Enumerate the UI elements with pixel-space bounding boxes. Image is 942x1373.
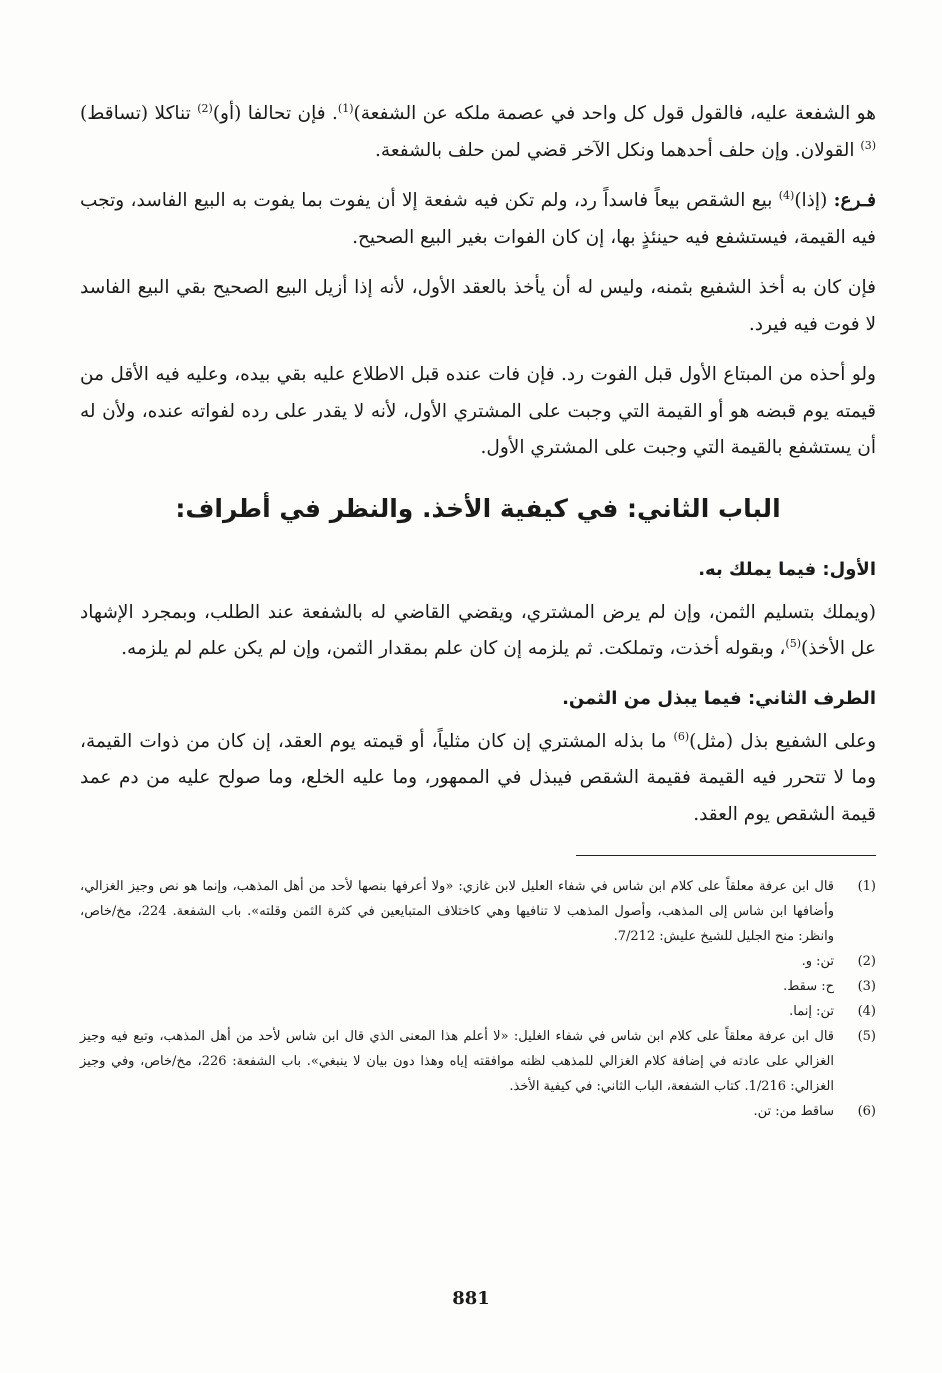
footnote-text: ساقط من: تن. <box>753 1104 834 1119</box>
footnote-text: تن: إنما. <box>789 1004 834 1019</box>
footnote-ref-2[interactable]: (2) <box>197 101 213 115</box>
footnote-item <box>80 949 876 974</box>
paragraph-3: فإن كان به أخذ الشفيع بثمنه، وليس له أن يأخذ بالعقد الأول، لأنه إذا أزيل البيع الصحيح بقي البيع الفاسد لا فوت فيه فيرد. <box>80 277 876 335</box>
text-run: (إذا) <box>794 190 834 211</box>
footnote-ref-6[interactable]: (6) <box>673 729 690 743</box>
footnote-number: (3) <box>857 979 876 994</box>
footnote-text: قال ابن عرفة معلقاً على كلام ابن شاس في شفاء العليل لابن غازي: «ولا أعرفها بنصها لأحد من أهل المذهب، وإنما هو نص وجيز الغزالي، وأضافها ابن شاس إلى المذهب، وأصول المذهب لا تنافيها وهي كاختلاف المتبايعين في كثرة الثمن وقلته». باب الشفعة. 224، مخ/خاص، وانظر: منح الجليل للشيخ عليش: 7/212. <box>80 879 834 944</box>
branch-label: فـرع: <box>833 190 876 211</box>
text-run: القولان. وإن حلف أحدهما ونكل الآخر قضي لمن حلف بالشفعة. <box>375 139 861 161</box>
page-number: 881 <box>452 1288 490 1309</box>
section-title-2: الطرف الثاني: فيما يبذل من الثمن. <box>562 687 876 709</box>
footnote-separator <box>576 855 876 856</box>
footnote-ref-3[interactable]: (3) <box>860 138 876 152</box>
paragraph-2 <box>80 183 876 256</box>
footnote-text: ح: سقط. <box>783 979 834 994</box>
footnote-ref-5[interactable]: (5) <box>785 636 801 650</box>
paragraph-1 <box>80 96 876 169</box>
footnote-item <box>80 1099 876 1124</box>
footnote-number: (1) <box>857 879 876 894</box>
footnote-ref-4[interactable]: (4) <box>778 188 795 202</box>
text-run: هو الشفعة عليه، فالقول قول كل واحد في عصمة ملكه عن الشفعة) <box>353 103 876 124</box>
paragraph-6 <box>80 724 876 834</box>
footnote-number: (5) <box>857 1029 876 1044</box>
text-run: . فإن تحالفا (أو) <box>212 103 338 124</box>
footnote-item <box>80 999 876 1024</box>
footnote-number: (4) <box>857 1004 876 1019</box>
footnote-ref-1[interactable]: (1) <box>337 101 354 115</box>
paragraph-5 <box>80 595 876 668</box>
text-run: ما بذله المشتري إن كان مثلياً، أو قيمته يوم العقد، إن كان من ذوات القيمة، وما لا تتحرر فيه القيمة فقيمة الشقص فيبذل في الممهور، وما عليه الخلع، وما صولح عليه من دم عمد قيمة الشقص يوم العقد. <box>80 730 876 825</box>
footnote-item <box>80 874 876 949</box>
footnote-text: قال ابن عرفة معلقاً على كلام ابن شاس في شفاء الغليل: «لا أعلم هذا المعنى الذي قال ابن شاس لأحد من أهل المذهب، وتبع فيه وجيز الغزالي على عادته في إضافة كلام الغزالي للمذهب لظنه موافقته إياه وهذا دون بيان لا ينبغي». باب الشفعة: 226، مخ/خاص، وفي وجيز الغزالي: 1/216. كتاب الشفعة، الباب الثاني: في كيفية الأخذ. <box>80 1029 834 1094</box>
footnote-text: تن: و. <box>801 954 834 969</box>
text-run: وعلى الشفيع بذل (مثل) <box>689 730 877 752</box>
paragraph-4: ولو أحذه من المبتاع الأول قبل الفوت رد. فإن فات عنده قبل الاطلاع عليه بقي بيده، وعليه فيه الأقل من قيمته يوم قبضه هو أو القيمة التي وجبت على المشتري الأول، لأنه لا يقدر على رده لفواته عنده، ولأن له أن يستشفع بالقيمة التي وجبت على المشتري الأول. <box>80 364 876 458</box>
footnote-item <box>80 1024 876 1099</box>
text-run: بيع الشقص بيعاً فاسداً رد، ولم تكن فيه شفعة إلا أن يفوت بما يفوت به البيع الفاسد، وتجب فيه القيمة، فيستشفع فيه حينئذٍ بها، إن كان الفوات بغير البيع الصحيح. <box>80 190 876 248</box>
footnotes <box>80 874 876 1124</box>
section-title-1: الأول: فيما يملك به. <box>698 558 876 580</box>
text-run: تناكلا (تساقط) <box>80 103 198 124</box>
text-run: ، وبقوله أخذت، وتملكت. ثم يلزمه إن كان علم بمقدار الثمن، وإن لم يكن علم لم يلزمه. <box>121 638 786 659</box>
chapter-title: الباب الثاني: في كيفية الأخذ. والنظر في أطراف: <box>175 493 781 523</box>
footnote-item <box>80 974 876 999</box>
footnote-number: (6) <box>857 1104 876 1119</box>
text-run: (ويملك بتسليم الثمن، وإن لم يرض المشتري، ويقضي القاضي له بالشفعة عند الطلب، وبمجرد الإشهاد عل الأخذ) <box>80 601 876 659</box>
footnote-number: (2) <box>857 954 876 969</box>
